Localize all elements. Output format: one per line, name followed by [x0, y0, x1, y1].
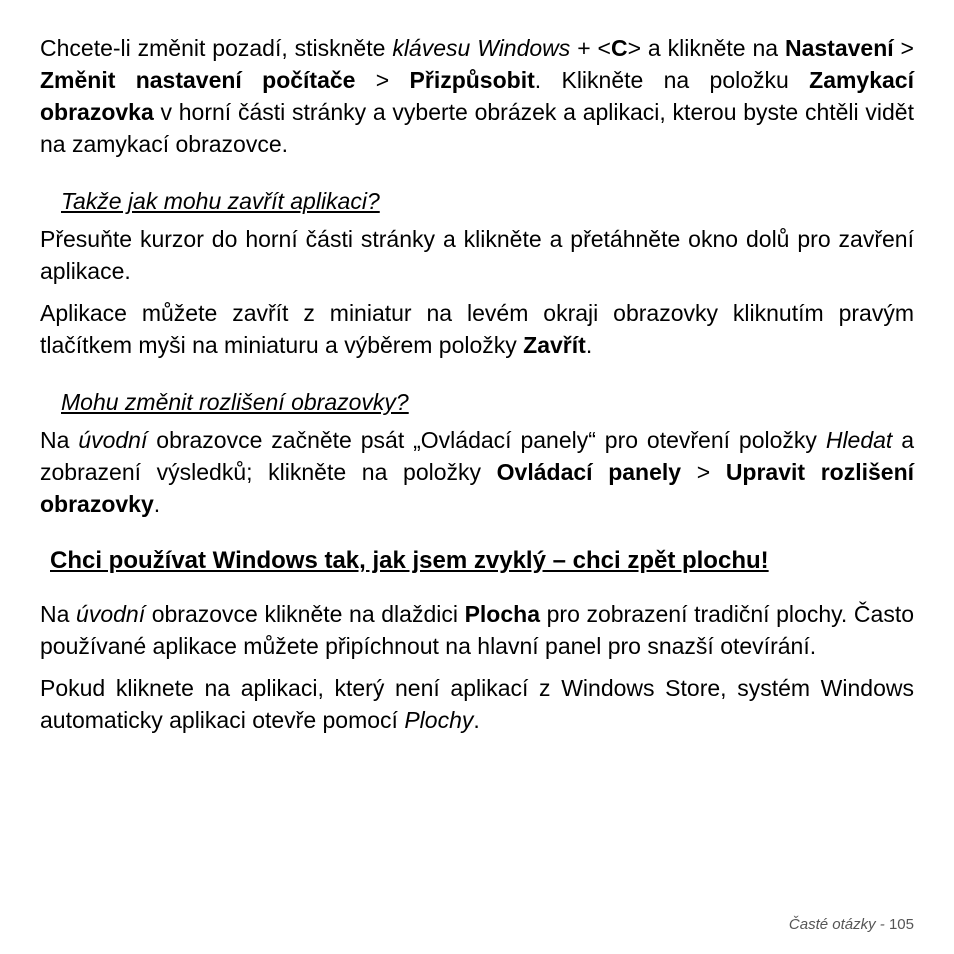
paragraph-desktop-tile: Na úvodní obrazovce klikněte na dlaždici Plocha pro zobrazení tradiční plochy. Často používané aplikace můžete připíchnout na hlavní panel pro snazší otevírání.: [40, 601, 915, 659]
page-number: 105: [888, 916, 914, 933]
footer-section-title: Časté otázky -: [788, 916, 885, 933]
paragraph-windows-store: Pokud kliknete na aplikaci, který není aplikací z Windows Store, systém Windows automaticky aplikaci otevře pomocí Plochy.: [40, 675, 914, 733]
paragraph-close-drag: Přesuňte kurzor do horní části stránky a klikněte a přetáhněte okno dolů pro zavření aplikace.: [40, 226, 914, 284]
section-heading-desktop: Chci používat Windows tak, jak jsem zvyklý – chci zpět plochu!: [50, 547, 769, 574]
paragraph-close-thumbnail: Aplikace můžete zavřít z miniatur na levém okraji obrazovky kliknutím pravým tlačítkem myši na miniaturu a výběrem položky Zavřít.: [40, 300, 914, 358]
question-close-app: Takže jak mohu zavřít aplikaci?: [61, 188, 380, 214]
paragraph-resolution: Na úvodní obrazovce začněte psát „Ovládací panely“ pro otevření položky Hledat a zobrazení výsledků; klikněte na položky Ovládací panely > Upravit rozlišení obrazovky.: [40, 427, 915, 517]
question-resolution: Mohu změnit rozlišení obrazovky?: [61, 389, 409, 415]
document-page: [40, 0, 914, 736]
paragraph-lock-screen: Chcete-li změnit pozadí, stiskněte klávesu Windows + <C> a klikněte na Nastavení > Změnit nastavení počítače > Přizpůsobit. Klikněte na položku Zamykací obrazovka v horní části stránky a vyberte obrázek a aplikaci, kterou byste chtěli vidět na zamykací obrazovce.: [40, 35, 914, 157]
page-footer: [789, 916, 914, 933]
